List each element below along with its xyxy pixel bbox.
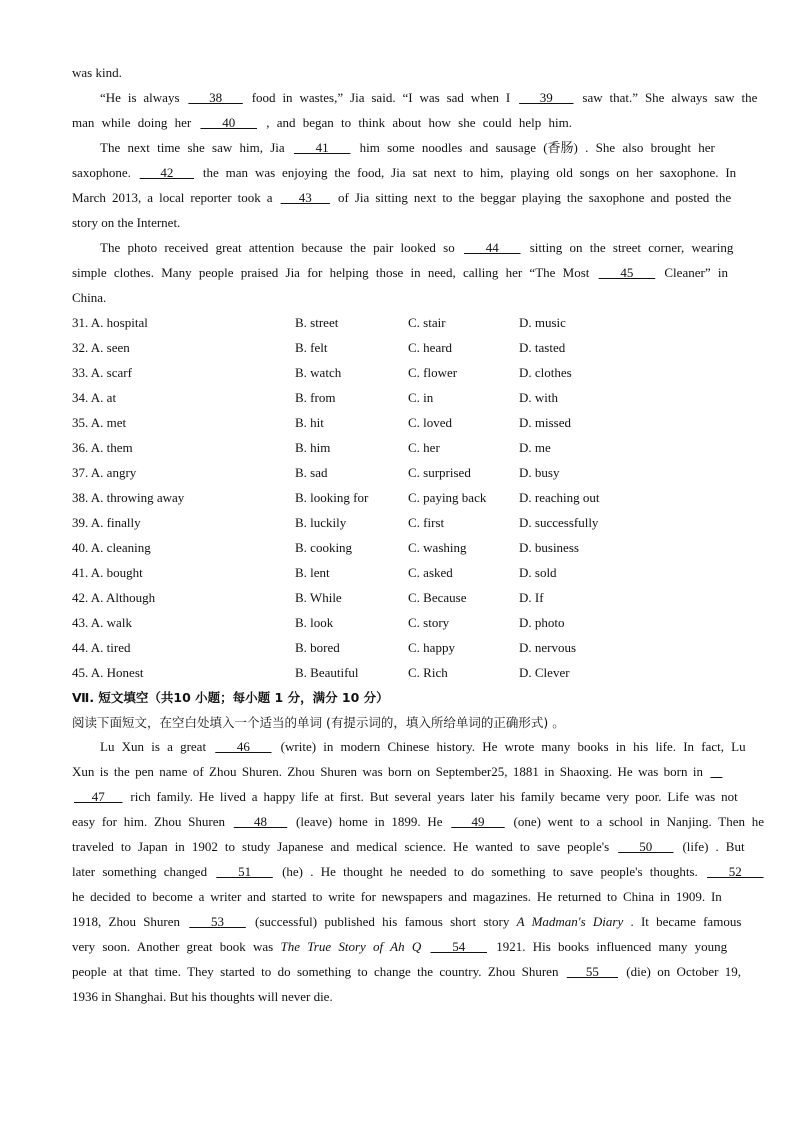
answer-blank[interactable]: 53 [189, 914, 246, 929]
answer-blank[interactable]: 51 [216, 864, 273, 879]
option-c[interactable]: C. loved [408, 415, 453, 430]
answer-blank[interactable]: 49 [451, 814, 505, 829]
option-a[interactable]: 44. A. tired [72, 640, 131, 655]
passage-line: March 2013, a local reporter took a 43 of Jia sitting next to the beggar playing the saxophone and posted the [72, 188, 731, 208]
answer-blank[interactable]: 46 [215, 739, 272, 754]
option-b[interactable]: B. luckily [295, 515, 347, 530]
option-c[interactable]: C. flower [408, 365, 458, 380]
option-b[interactable]: B. from [295, 390, 336, 405]
option-b[interactable]: B. hit [295, 415, 324, 430]
option-c[interactable]: C. washing [408, 540, 467, 555]
option-b[interactable]: B. lent [295, 565, 330, 580]
option-d[interactable]: D. business [519, 540, 579, 555]
option-a[interactable]: 43. A. walk [72, 615, 132, 630]
option-row [72, 363, 722, 383]
option-c[interactable]: C. surprised [408, 465, 471, 480]
option-d[interactable]: D. music [519, 315, 566, 330]
option-a[interactable]: 34. A. at [72, 390, 117, 405]
option-d[interactable]: D. nervous [519, 640, 577, 655]
option-row [72, 488, 722, 508]
passage-line: Lu Xun is a great 46 (write) in modern Chinese history. He wrote many books in his life. In fact, Lu [100, 737, 746, 757]
option-c[interactable]: C. asked [408, 565, 453, 580]
answer-blank[interactable]: 50 [618, 839, 674, 854]
option-c[interactable]: C. in [408, 390, 434, 405]
option-a[interactable]: 32. A. seen [72, 340, 130, 355]
answer-blank[interactable]: 45 [598, 265, 656, 280]
option-b[interactable]: B. While [295, 590, 342, 605]
option-row [72, 313, 722, 333]
option-row [72, 388, 722, 408]
passage-line: man while doing her 40 , and began to think about how she could help him. [72, 113, 572, 133]
option-row [72, 438, 722, 458]
option-c[interactable]: C. Rich [408, 665, 448, 680]
option-b[interactable]: B. street [295, 315, 339, 330]
answer-blank[interactable]: _ [710, 764, 723, 779]
option-d[interactable]: D. photo [519, 615, 565, 630]
passage-line: he decided to become a writer and started to write for newspapers and magazines. He returned to China in 1909. In [72, 889, 722, 904]
option-d[interactable]: D. Clever [519, 665, 570, 680]
option-a[interactable]: 36. A. them [72, 440, 133, 455]
option-row [72, 638, 722, 658]
passage-line: China. [72, 290, 107, 305]
option-c[interactable]: C. happy [408, 640, 455, 655]
option-d[interactable]: D. successfully [519, 515, 599, 530]
option-b[interactable]: B. look [295, 615, 334, 630]
option-c[interactable]: C. paying back [408, 490, 487, 505]
option-row [72, 563, 722, 583]
option-b[interactable]: B. cooking [295, 540, 353, 555]
option-row [72, 463, 722, 483]
answer-blank[interactable]: 41 [293, 140, 351, 155]
passage-line: 1936 in Shanghai. But his thoughts will never die. [72, 989, 333, 1004]
passage-line: 1918, Zhou Shuren 53 (successful) published his famous short story A Madman's Diary . It became famous [72, 912, 741, 932]
option-d[interactable]: D. busy [519, 465, 560, 480]
option-d[interactable]: D. If [519, 590, 544, 605]
answer-blank[interactable]: 52 [707, 864, 764, 879]
option-b[interactable]: B. looking for [295, 490, 369, 505]
passage-line: easy for him. Zhou Shuren 48 (leave) home in 1899. He 49 (one) went to a school in Nanjing. Then he [72, 812, 764, 832]
passage-line: very soon. Another great book was The True Story of Ah Q 54 1921. His books influenced many young [72, 937, 727, 957]
answer-blank[interactable]: 39 [519, 90, 574, 105]
option-row [72, 663, 722, 683]
option-b[interactable]: B. him [295, 440, 331, 455]
option-row [72, 538, 722, 558]
option-b[interactable]: B. felt [295, 340, 328, 355]
passage-line: later something changed 51 (he) . He thought he needed to do something to save people's thoughts. 52 [72, 862, 766, 882]
option-d[interactable]: D. tasted [519, 340, 566, 355]
book-title: The True Story of Ah Q [280, 939, 422, 954]
passage-line: 47 rich family. He lived a happy life at first. But several years later his family became very poor. Life was not [72, 787, 738, 807]
option-row [72, 613, 722, 633]
passage-line: simple clothes. Many people praised Jia for helping those in need, calling her “The Most 45 Cleaner” in [72, 263, 728, 283]
answer-blank[interactable]: 40 [200, 115, 257, 130]
passage-line: was kind. [72, 65, 122, 80]
option-c[interactable]: C. story [408, 615, 450, 630]
option-a[interactable]: 40. A. cleaning [72, 540, 151, 555]
book-title: A Madman's Diary [516, 914, 624, 929]
option-d[interactable]: D. with [519, 390, 558, 405]
option-a[interactable]: 31. A. hospital [72, 315, 148, 330]
passage-line: “He is always 38 food in wastes,” Jia said. “I was sad when I 39 saw that.” She always saw the [100, 88, 757, 108]
option-d[interactable]: D. sold [519, 565, 557, 580]
option-row [72, 413, 722, 433]
option-c[interactable]: C. stair [408, 315, 446, 330]
section-instruction: 阅读下面短文，在空白处填入一个适当的单词 (有提示词的，填入所给单词的正确形式) 。 [72, 715, 565, 730]
option-c[interactable]: C. heard [408, 340, 453, 355]
passage-line: The next time she saw him, Jia 41 him some noodles and sausage (香肠) . She also brought her [100, 138, 715, 158]
answer-blank[interactable]: 55 [566, 964, 618, 979]
option-a[interactable]: 45. A. Honest [72, 665, 144, 680]
option-row [72, 513, 722, 533]
answer-blank[interactable]: 42 [139, 165, 195, 180]
answer-blank[interactable]: 48 [233, 814, 288, 829]
option-a[interactable]: 42. A. Although [72, 590, 156, 605]
option-c[interactable]: C. Because [408, 590, 467, 605]
option-d[interactable]: D. clothes [519, 365, 572, 380]
option-a[interactable]: 38. A. throwing away [72, 490, 185, 505]
option-d[interactable]: D. missed [519, 415, 571, 430]
option-b[interactable]: B. bored [295, 640, 340, 655]
passage-line: story on the Internet. [72, 215, 181, 230]
option-a[interactable]: 35. A. met [72, 415, 127, 430]
answer-blank[interactable]: 38 [188, 90, 243, 105]
passage-line: saxophone. 42 the man was enjoying the food, Jia sat next to him, playing old songs on her saxophone. In [72, 163, 736, 183]
option-b[interactable]: B. watch [295, 365, 342, 380]
answer-blank[interactable]: 44 [464, 240, 521, 255]
option-d[interactable]: D. me [519, 440, 551, 455]
option-a[interactable]: 41. A. bought [72, 565, 143, 580]
answer-blank[interactable]: 54 [430, 939, 487, 954]
option-d[interactable]: D. reaching out [519, 490, 600, 505]
option-a[interactable]: 37. A. angry [72, 465, 137, 480]
option-a[interactable]: 33. A. scarf [72, 365, 132, 380]
passage-line: The photo received great attention because the pair looked so 44 sitting on the street corner, wearing [100, 238, 733, 258]
option-b[interactable]: B. sad [295, 465, 328, 480]
option-c[interactable]: C. first [408, 515, 445, 530]
option-row [72, 338, 722, 358]
passage-line: traveled to Japan in 1902 to study Japanese and medical science. He wanted to save people's 50 (life) . But [72, 837, 745, 857]
option-c[interactable]: C. her [408, 440, 440, 455]
passage-line: people at that time. They started to do something to change the country. Zhou Shuren 55 (die) on October 19, [72, 962, 741, 982]
option-row [72, 588, 722, 608]
answer-blank[interactable]: 43 [280, 190, 330, 205]
passage-line: Xun is the pen name of Zhou Shuren. Zhou Shuren was born on September25, 1881 in Shaoxing. He was born in _ [72, 762, 724, 782]
section-title: Ⅶ. 短文填空（共10 小题；每小题 1 分，满分 10 分） [72, 690, 389, 705]
answer-blank[interactable]: 47 [74, 789, 123, 804]
option-b[interactable]: B. Beautiful [295, 665, 359, 680]
option-a[interactable]: 39. A. finally [72, 515, 141, 530]
